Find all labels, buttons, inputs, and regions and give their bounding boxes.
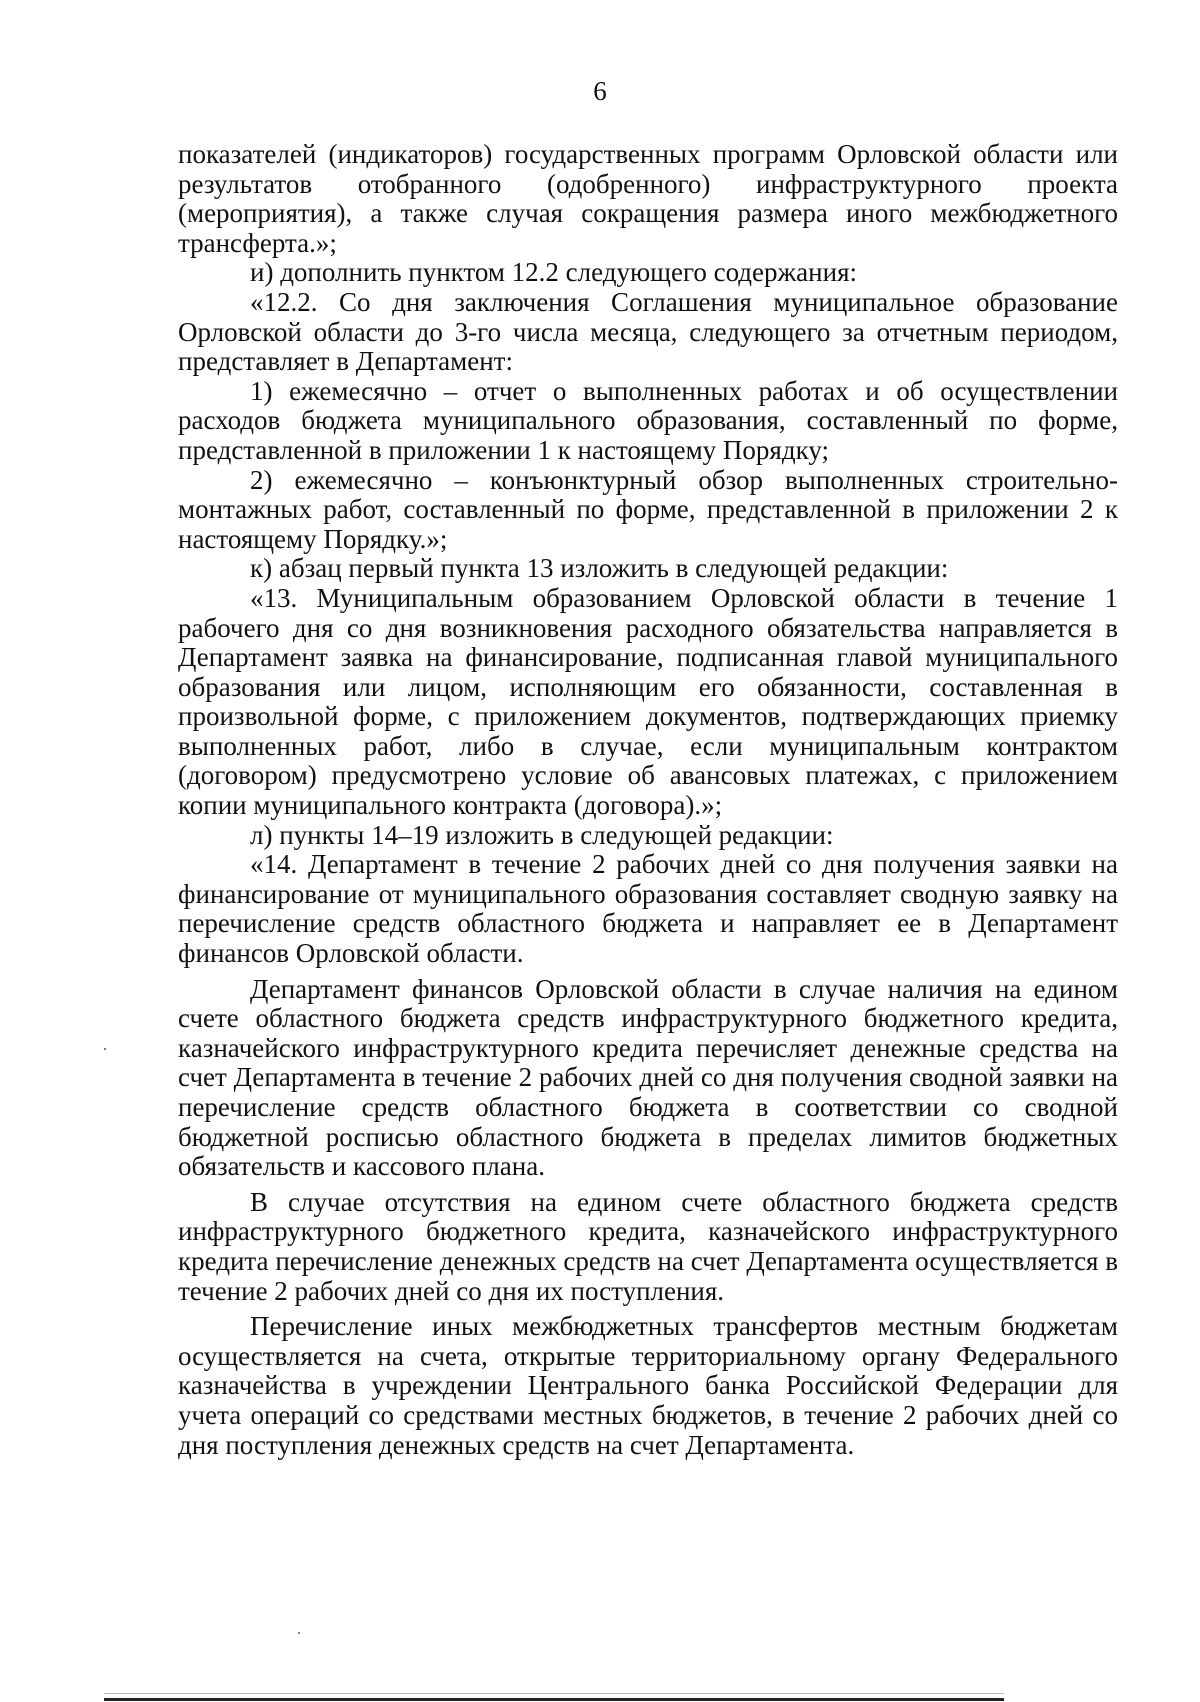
paragraph-6: к) абзац первый пункта 13 изложить в следующей редакции: [250, 553, 949, 584]
paragraph-12: Перечисление иных межбюджетных трансфертов местным бюджетам осуществляется на счета, открытые территориальному органу Федерального казначейства в учреждении Центрального банка Российской Федерации для учета операций со средствами местных бюджетов, в течение 2 рабочих дней со дня поступления денежных средств на счет Департамента. [178, 1311, 1118, 1460]
scan-speck [104, 1048, 106, 1050]
paragraph-3: «12.2. Со дня заключения Соглашения муниципальное образование Орловской области до 3-го числа месяца, следующего за отчетным периодом, представляет в Департамент: [178, 286, 1118, 377]
scan-speck [298, 1632, 300, 1634]
page-number: 6 [593, 76, 607, 106]
paragraph-7: «13. Муниципальным образованием Орловской области в течение 1 рабочего дня со дня возникновения расходного обязательства направляется в Департамент заявка на финансирование, подписанная главой муниципального образования или лицом, исполняющим его обязанности, составленная в произвольной форме, с приложением документов, подтверждающих приемку выполненных работ, либо в случае, если муниципальным контрактом (договором) предусмотрено условие об авансовых платежах, с приложением копии муниципального контракта (договора).»; [178, 582, 1118, 821]
document-body [178, 140, 1118, 1460]
scan-edge-line [104, 1693, 1004, 1694]
paragraph-1: показателей (индикаторов) государственных программ Орловской области или результатов отобранного (одобренного) инфраструктурного проекта (мероприятия), а также случая сокращения размера иного межбюджетного трансферта.»; [178, 139, 1118, 258]
paragraph-2: и) дополнить пунктом 12.2 следующего содержания: [250, 257, 857, 288]
paragraph-4: 1) ежемесячно – отчет о выполненных работах и об осуществлении расходов бюджета муниципального образования, составленный по форме, представленной в приложении 1 к настоящему Порядку; [178, 375, 1118, 465]
paragraph-10: Департамент финансов Орловской области в случае наличия на едином счете областного бюджета средств инфраструктурного бюджетного кредита, казначейского инфраструктурного кредита перечисляет денежные средства на счет Департамента в течение 2 рабочих дней со дня получения сводной заявки на перечисление средств областного бюджета в соответствии со сводной бюджетной росписью областного бюджета в пределах лимитов бюджетных обязательств и кассового плана. [178, 973, 1118, 1182]
paragraph-9: «14. Департамент в течение 2 рабочих дней со дня получения заявки на финансирование от муниципального образования составляет сводную заявку на перечисление средств областного бюджета и направляет ее в Департамент финансов Орловской области. [178, 849, 1118, 969]
scan-bottom-edge [104, 1698, 1004, 1701]
paragraph-5: 2) ежемесячно – конъюнктурный обзор выполненных строительно-монтажных работ, составленный по форме, представленной в приложении 2 к настоящему Порядку.»; [178, 464, 1118, 554]
paragraph-11: В случае отсутствия на едином счете областного бюджета средств инфраструктурного бюджетного кредита, казначейского инфраструктурного кредита перечисление денежных средств на счет Департамента осуществляется в течение 2 рабочих дней со дня их поступления. [178, 1186, 1118, 1306]
paragraph-8: л) пункты 14–19 изложить в следующей редакции: [250, 819, 834, 850]
